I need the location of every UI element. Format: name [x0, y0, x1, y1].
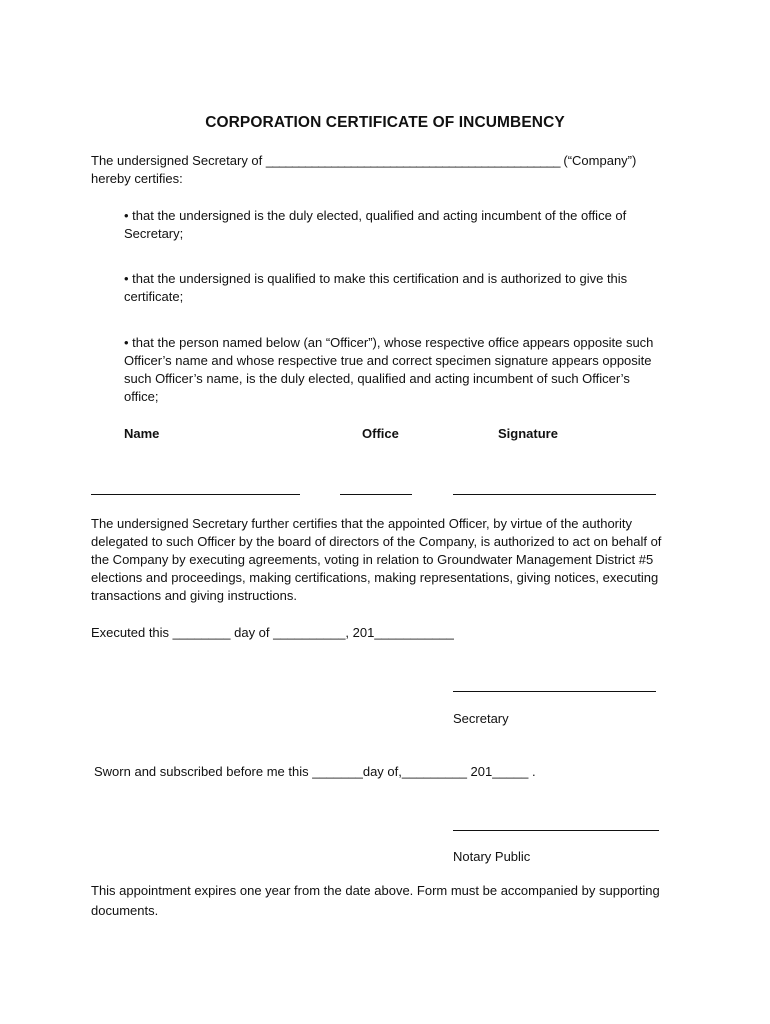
bullet-2-line-2: certificate;	[124, 289, 184, 304]
intro-line	[91, 152, 636, 170]
executed-date-line[interactable]: Executed this ________ day of __________, 201___________	[91, 625, 454, 640]
office-column-header: Office	[362, 426, 399, 441]
sworn-date-line[interactable]: Sworn and subscribed before me this _______day of,_________ 201_____ .	[94, 764, 536, 779]
bullet-3-line-2: Officer’s name and whose respective true and correct specimen signature appears opposite	[124, 353, 652, 368]
intro-suffix: (“Company”)	[563, 153, 637, 168]
bullet-3-line-1: • that the person named below (an “Officer”), whose respective office appears opposite such	[124, 335, 654, 350]
notary-signature-field[interactable]	[453, 830, 659, 831]
officer-signature-field[interactable]	[453, 494, 656, 495]
further-line-2: delegated to such Officer by the board of directors of the Company, is authorized to act on behalf of	[91, 534, 662, 549]
officer-name-field[interactable]	[91, 494, 300, 495]
intro-line-2: hereby certifies:	[91, 171, 183, 186]
bullet-2-line-1: • that the undersigned is qualified to make this certification and is authorized to give this	[124, 271, 628, 286]
further-line-1: The undersigned Secretary further certifies that the appointed Officer, by virtue of the authority	[91, 516, 633, 531]
bullet-1-line-1: • that the undersigned is the duly elected, qualified and acting incumbent of the office of	[124, 208, 627, 223]
intro-prefix: The undersigned Secretary of	[91, 153, 263, 168]
bullet-3-line-3: such Officer’s name, is the duly elected, qualified and acting incumbent of such Officer’s	[124, 371, 630, 386]
signature-column-header: Signature	[498, 426, 558, 441]
further-line-5: transactions and giving instructions.	[91, 588, 297, 603]
notary-public-label: Notary Public	[453, 849, 531, 864]
footer-line-1: This appointment expires one year from the date above. Form must be accompanied by supporting	[91, 883, 660, 898]
bullet-1-line-2: Secretary;	[124, 226, 184, 241]
officer-office-field[interactable]	[340, 494, 412, 495]
further-line-4: elections and proceedings, making certifications, making representations, giving notices, executing	[91, 570, 659, 585]
document-title: CORPORATION CERTIFICATE OF INCUMBENCY	[205, 114, 565, 131]
further-line-3: the Company by executing agreements, voting in relation to Groundwater Management District #5	[91, 552, 654, 567]
secretary-label: Secretary	[453, 711, 509, 726]
company-name-blank[interactable]: _____________________________________________	[265, 153, 560, 168]
footer-line-2: documents.	[91, 903, 159, 918]
secretary-signature-field[interactable]	[453, 691, 656, 692]
name-column-header: Name	[124, 426, 160, 441]
bullet-3-line-4: office;	[124, 389, 159, 404]
